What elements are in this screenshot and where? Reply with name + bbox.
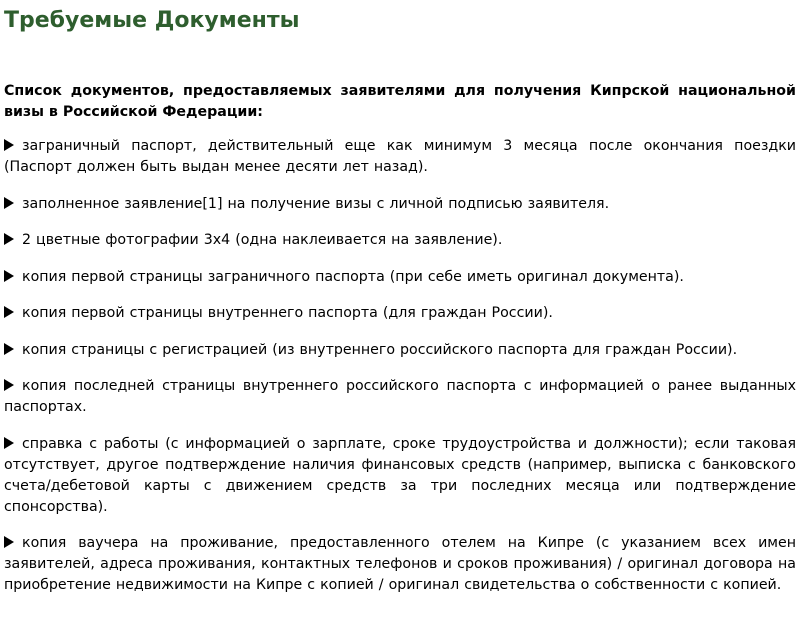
list-item bbox=[4, 434, 796, 518]
list-item-text: копия последней страницы внутреннего российского паспорта с информацией о ранее выданных паспортах. bbox=[4, 378, 796, 415]
list-item bbox=[4, 533, 796, 596]
triangle-right-icon bbox=[4, 306, 14, 318]
list-item-text: 2 цветные фотографии 3x4 (одна наклеивается на заявление). bbox=[22, 232, 503, 248]
documents-list bbox=[4, 136, 796, 596]
list-item bbox=[4, 376, 796, 418]
triangle-right-icon bbox=[4, 270, 14, 282]
list-item bbox=[4, 230, 796, 251]
triangle-right-icon bbox=[4, 437, 14, 449]
list-item-text: заполненное заявление[1] на получение визы с личной подписью заявителя. bbox=[22, 195, 610, 212]
list-item-text: заграничный паспорт, действительный еще как минимум 3 месяца после окончания поездки (Паспорт должен быть выдан менее десяти лет назад). bbox=[4, 138, 796, 175]
list-item-text: копия ваучера на проживание, предоставленного отелем на Кипре (с указанием всех имен заявителей, адреса проживания, контактных телефонов и сроков проживания) / оригинал договора на приобретение недвижимости на Кипре с копией / оригинал свидетельства о собственности с копией. bbox=[4, 535, 796, 593]
list-item-text: справка с работы (с информацией о зарплате, сроке трудоустройства и должности); если таковая отсутствует, другое подтверждение наличия финансовых средств (например, выписка с банковского счета/дебетовой карты с движением средств за три последних месяца или подтверждение спонсорства). bbox=[4, 435, 796, 515]
intro-paragraph: Список документов, предоставляемых заявителями для получения Кипрской национальной визы в Российской Федерации: bbox=[4, 83, 796, 120]
document-page bbox=[4, 0, 796, 612]
list-item bbox=[4, 340, 796, 361]
list-item bbox=[4, 267, 796, 288]
triangle-right-icon bbox=[4, 233, 14, 245]
list-item bbox=[4, 136, 796, 178]
page-title: Требуемые Документы bbox=[4, 8, 300, 33]
list-item-text: копия страницы с регистрацией (из внутреннего российского паспорта для граждан России). bbox=[22, 341, 738, 358]
list-item bbox=[4, 303, 796, 324]
triangle-right-icon bbox=[4, 379, 14, 391]
triangle-right-icon bbox=[4, 139, 14, 151]
triangle-right-icon bbox=[4, 197, 14, 209]
triangle-right-icon bbox=[4, 343, 14, 355]
list-item bbox=[4, 194, 796, 215]
triangle-right-icon bbox=[4, 536, 14, 548]
list-item-text: копия первой страницы заграничного паспорта (при себе иметь оригинал документа). bbox=[22, 268, 684, 285]
list-item-text: копия первой страницы внутреннего паспорта (для граждан России). bbox=[22, 305, 553, 321]
